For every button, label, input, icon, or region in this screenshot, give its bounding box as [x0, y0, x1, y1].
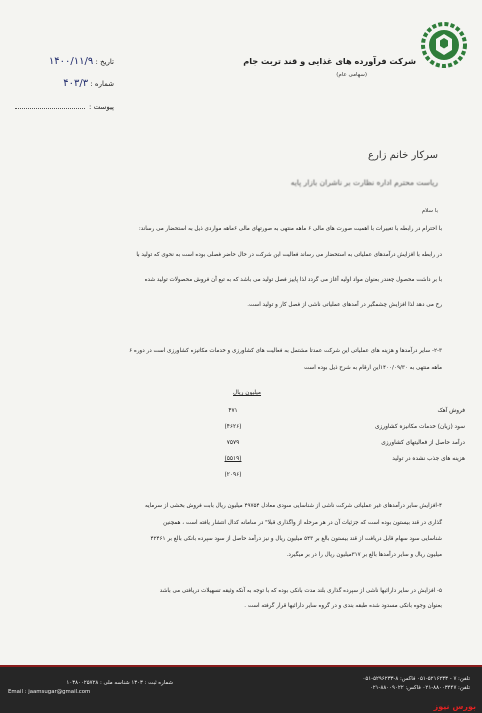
company-type: (سهامی عام): [336, 72, 367, 78]
paragraph-1-line: در رابطه با افزایش درآمدهای عملیاتی به استحضار می رساند فعالیت این شرکت در حال حاضر فصلی بوده است به نحوی که تولید با: [136, 252, 442, 258]
row-label: سود (زیان) خدمات مکانیزه کشاورزی: [374, 424, 465, 430]
footer-contact-line: تلفن: ۸۸۰۰۳۴۴۷-۰۲۱ فاکس: ۸۸۰۰۹۰۲۲-۰۲۱: [369, 684, 470, 691]
paragraph-1-line: با بر داشت محصول چغندر بعنوان مواد اولیه آغاز می گردد لذا پاییز فصل تولید می باشد که به تبع آن فروش محصولات تولید شده: [144, 277, 442, 283]
table-row: [205, 456, 465, 466]
paragraph-3-line: گذاری در قند بیستون بوده است که جزئیات آن در هر مرحله از واگذاری قبلا" در سامانه کدال انتشار یافته است ، همچنین: [163, 520, 442, 526]
table-row: [205, 424, 465, 434]
table-unit-label: میلیون ریال: [233, 390, 262, 396]
watermark-logo: بورس نیوز: [433, 702, 476, 711]
row-value: (۴۶۲۶): [224, 424, 242, 430]
table-row: [205, 408, 465, 418]
footer-registration: [8, 679, 173, 696]
row-value: (۵۵۱۹): [224, 456, 242, 462]
attachment-label: پیوست :: [89, 103, 114, 111]
footer-accent-stripe: [0, 665, 482, 667]
company-logo-icon: [419, 20, 469, 70]
attachment-field: [4, 100, 114, 111]
row-value: ۷۵۷۹: [226, 440, 240, 446]
recipient-name: سرکار خانم زارع: [368, 150, 438, 161]
paragraph-1-line: با احترام در رابطه با تغییرات با اهمیت صورت های مالی ۶ ماهه منتهی به صورتهای مالی ۶ماهه مواردی ذیل به استحضار می رساند:: [138, 226, 442, 232]
date-value: ۱۴۰۰/۱۱/۹: [48, 56, 94, 67]
paragraph-3-line: شناسایی سود سهام قابل دریافت از قند بیستون بالغ بر ۵۴۳ میلیون ریال و نیز درآمد حاصل از سود سپرده بانکی بالغ بر ۴۲۴۶۱: [150, 536, 442, 542]
footer-contact-line: تلفن: ۷ - ۵۲۱۶۲۳۳-۰۵۱ فاکس: ۸-۵۲۹۶۲۳۳-۰۵۱: [362, 676, 470, 682]
letter-footer: [0, 665, 482, 713]
row-label: هزینه های جذب نشده در تولید: [392, 456, 465, 462]
number-value: ۴۰۳/۳: [63, 78, 89, 89]
salutation: با سلام: [421, 208, 438, 214]
paragraph-2-line: ماهه منتهی به ۱۴۰۰/۰۹/۳۰این ارقام به شرح ذیل بوده است: [304, 365, 442, 371]
row-label: درآمد حاصل از فعالیتهای کشاورزی: [381, 440, 465, 446]
date-label: تاریخ :: [95, 58, 114, 66]
number-field: [4, 78, 114, 89]
footer-email: Email : jaamsugar@gmail.com: [8, 688, 91, 695]
table-row: [205, 440, 465, 450]
attachment-blank: [15, 100, 85, 109]
company-name: شرکت فرآورده های غذایی و قند تربت جام: [243, 56, 416, 66]
paragraph-1-line: رخ می دهد لذا افزایش چشمگیر در آمدهای عملیاتی ناشی از فصل کار و تولید است.: [247, 302, 442, 308]
paragraph-2-line: ۲-۳- سایر درآمدها و هزینه های عملیاتی این شرکت عمدتا مشتمل به فعالیت های کشاورزی و خدمات مکانیزه کشاورزی است در دوره ۶: [129, 348, 442, 354]
number-label: شماره :: [90, 80, 114, 88]
footer-contact-tehran: [340, 675, 470, 692]
row-label: فروش آهک: [437, 408, 465, 414]
paragraph-4-line: بعنوان وجوه بانکی مسدود شده طبقه بندی و در گروه سایر دارائیها قرار گرفته است .: [244, 603, 442, 609]
footer-registration-line: شماره ثبت : ۱۳۰۳ شناسه ملی : ۱۰۳۸۰۰۲۵۷۲۸: [66, 680, 173, 686]
row-value: ۴۷۱: [228, 408, 238, 414]
paragraph-4-line: ۵- افزایش در سایر دارائیها ناشی از سپرده گذاری بلند مدت بانکی بوده که با توجه به آنکه وثیقه تسهیلات دریافتی می باشد: [159, 588, 442, 594]
date-field: [4, 56, 114, 67]
row-total-value: (۲۰۹۶): [224, 472, 242, 478]
paragraph-3-line: ۴-افزایش سایر درآمدهای غیر عملیاتی شرکت ناشی از شناسایی سودی معادل ۴۹۷۵۴ میلیون ریال بابت فروش بخشی از سرمایه: [145, 503, 442, 509]
table-total-row: [205, 472, 465, 482]
recipient-title: ریاست محترم اداره نظارت بر ناشران بازار پایه: [290, 178, 438, 187]
paragraph-3-line: میلیون ریال و سایر درآمدها بالغ بر ۳۱۷میلیون ریال را در بر میگیرد.: [286, 552, 442, 558]
